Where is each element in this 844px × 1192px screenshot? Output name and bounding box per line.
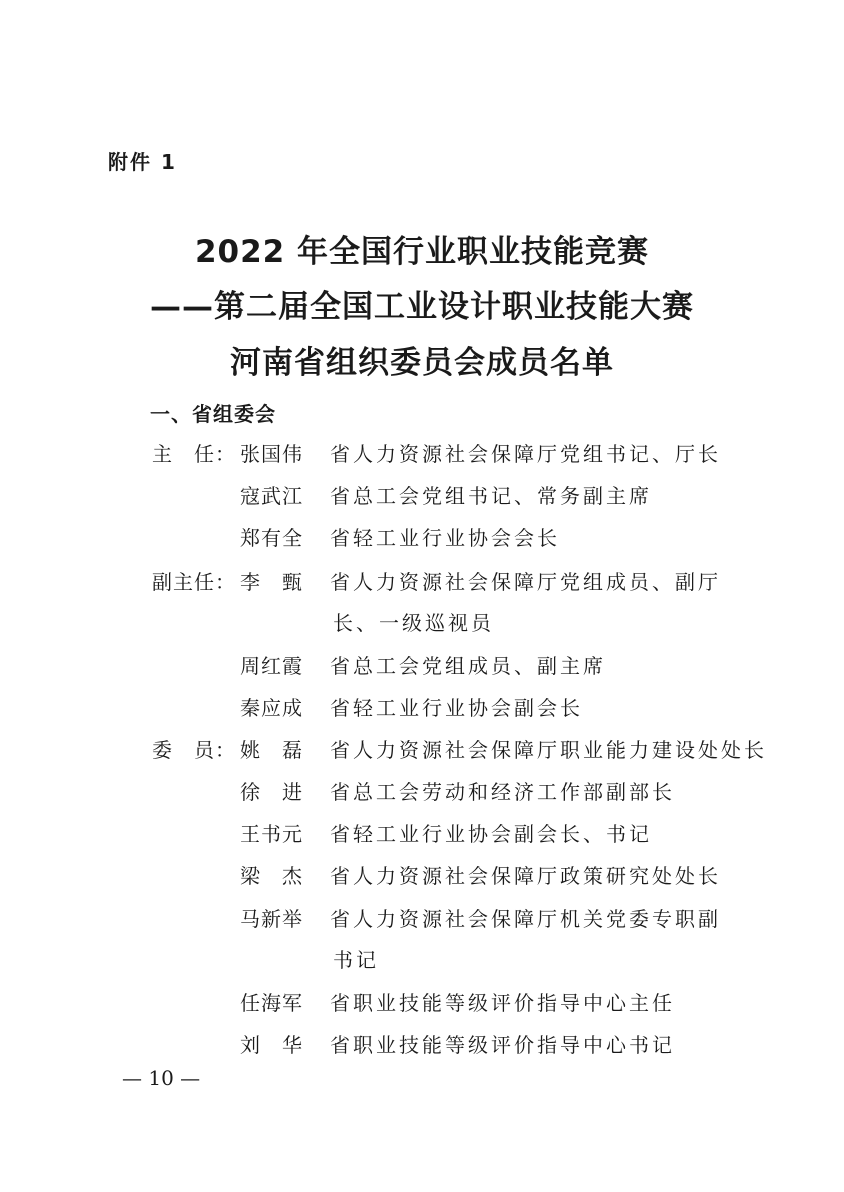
member-row [0,1029,844,1059]
member-title: 省人力资源社会保障厅党组书记、厅长 [330,442,721,466]
member-name: 任海军 [240,991,303,1015]
member-role: 主 任： [152,442,236,466]
member-title: 省总工会劳动和经济工作部副部长 [330,780,675,804]
member-row [0,903,844,933]
member-name: 周红霞 [240,654,303,678]
member-title: 省人力资源社会保障厅党组成员、副厅 [330,570,721,594]
member-title: 省轻工业行业协会副会长、书记 [330,822,652,846]
member-row [0,987,844,1017]
section-heading: 一、省组委会 [150,402,276,426]
member-row-continuation [0,944,844,974]
member-name: 李 甄 [240,570,303,594]
member-title: 省人力资源社会保障厅职业能力建设处处长 [330,738,767,762]
member-row-continuation [0,607,844,637]
member-name: 王书元 [240,822,303,846]
member-title: 省总工会党组书记、常务副主席 [330,484,652,508]
member-title-continuation: 长、一级巡视员 [333,611,494,635]
title-line-2: ——第二届全国工业设计职业技能大赛 [150,289,694,325]
member-row [0,692,844,722]
member-name: 郑有全 [240,526,303,550]
member-name: 梁 杰 [240,864,303,888]
member-row [0,522,844,552]
member-name: 马新举 [240,907,303,931]
member-row [0,480,844,510]
member-title-continuation: 书记 [333,948,379,972]
member-name: 秦应成 [240,696,303,720]
member-name: 姚 磊 [240,738,303,762]
title-line-3: 河南省组织委员会成员名单 [230,345,614,381]
member-row [0,734,844,764]
member-row [0,776,844,806]
member-title: 省人力资源社会保障厅机关党委专职副 [330,907,721,931]
member-title: 省职业技能等级评价指导中心主任 [330,991,675,1015]
member-title: 省总工会党组成员、副主席 [330,654,606,678]
title-line-1: 2022 年全国行业职业技能竞赛 [194,234,650,270]
member-title: 省轻工业行业协会会长 [330,526,560,550]
member-role: 副主任： [152,570,236,594]
page-number: — 10 — [122,1066,201,1090]
member-name: 张国伟 [240,442,303,466]
member-name: 刘 华 [240,1033,303,1057]
member-row [0,650,844,680]
member-title: 省职业技能等级评价指导中心书记 [330,1033,675,1057]
member-name: 寇武江 [240,484,303,508]
member-row [0,818,844,848]
member-role: 委 员： [152,738,236,762]
member-row [0,860,844,890]
member-row [0,566,844,596]
member-title: 省轻工业行业协会副会长 [330,696,583,720]
member-name: 徐 进 [240,780,303,804]
member-row [0,438,844,468]
member-title: 省人力资源社会保障厅政策研究处处长 [330,864,721,888]
attachment-label: 附件 1 [108,150,177,174]
